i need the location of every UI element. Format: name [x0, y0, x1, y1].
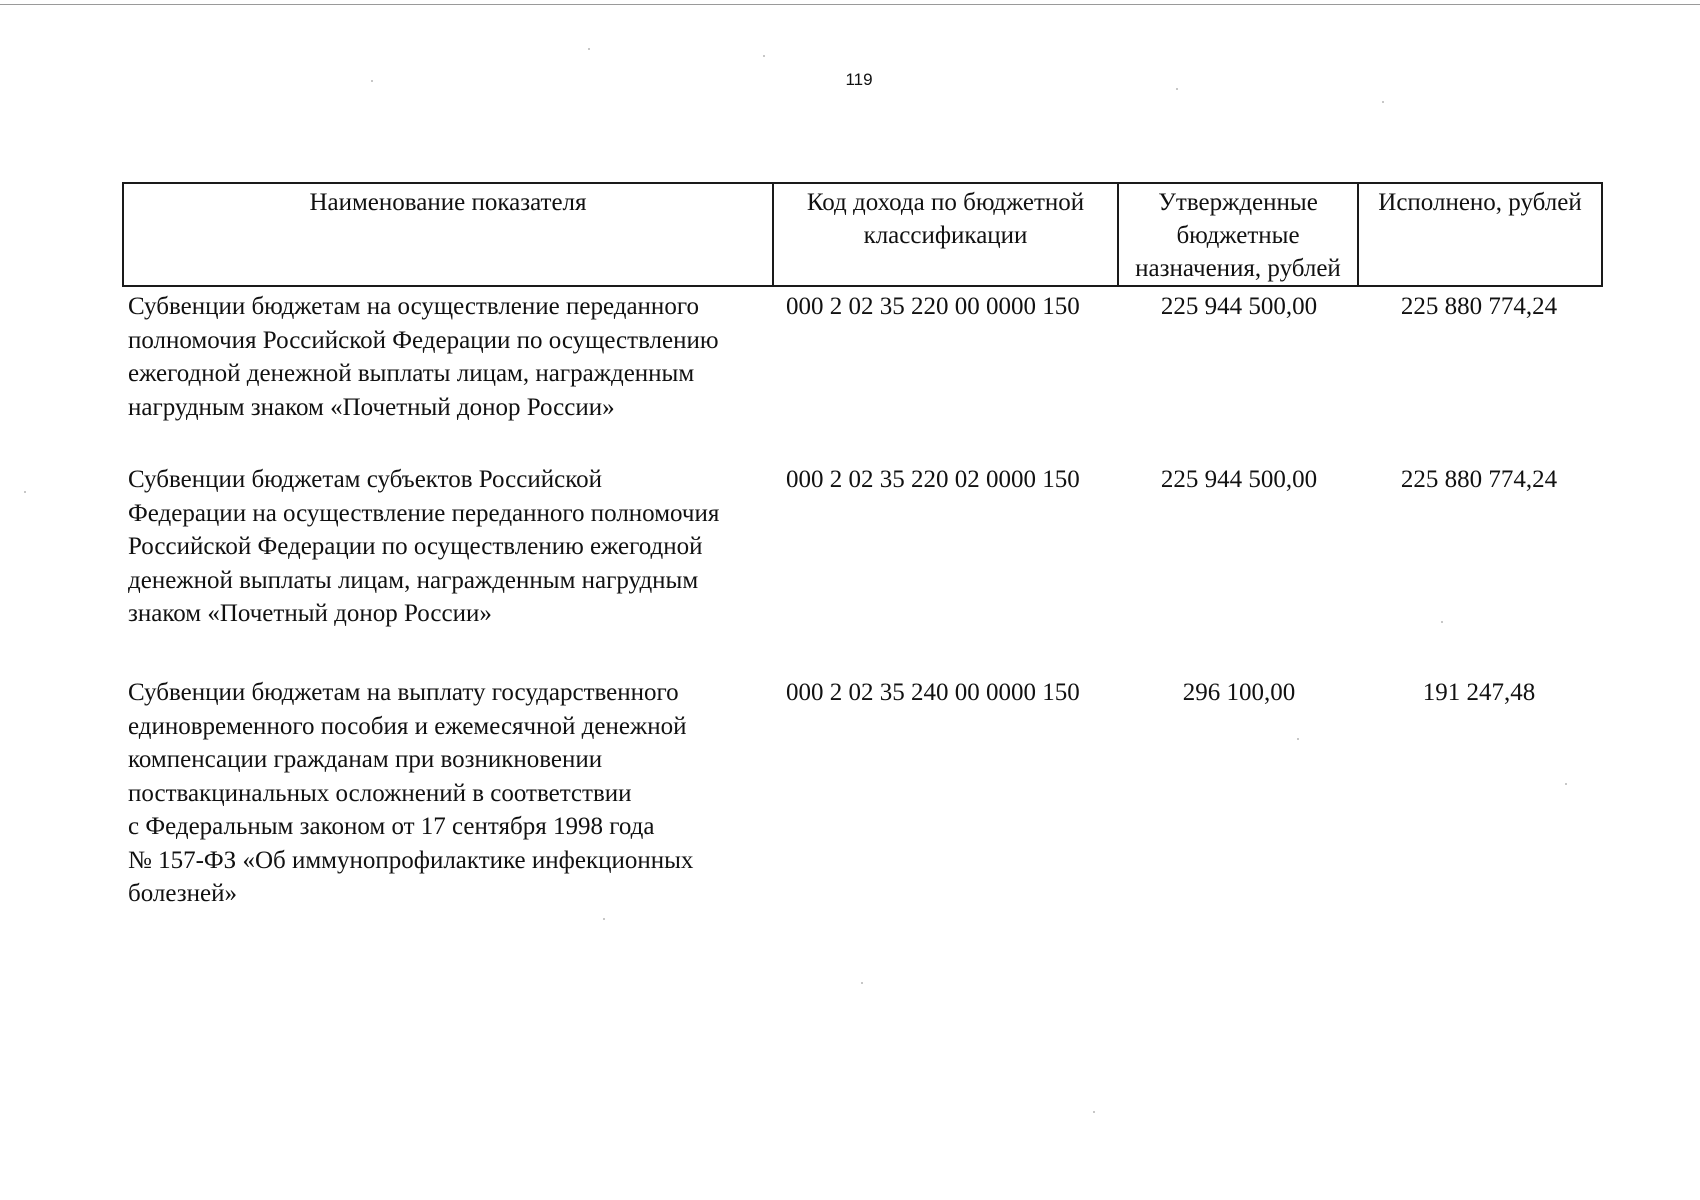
row-code: 000 2 02 35 220 00 0000 150 — [786, 293, 1080, 320]
row-name: Субвенции бюджетам субъектов Российской Федерации на осуществление переданного полномочия Российской Федерации по осуществлению ежегодной денежной выплаты лицам, награжденным нагрудным знаком «Почетный донор России» — [128, 466, 720, 627]
page-top-edge — [0, 4, 1700, 5]
row-done: 225 880 774,24 — [1400, 293, 1558, 320]
row-plan: 225 944 500,00 — [1160, 466, 1318, 493]
scan-speck — [1565, 783, 1567, 785]
row-done: 191 247,48 — [1422, 679, 1536, 706]
scan-speck — [1382, 101, 1384, 103]
row-done: 225 880 774,24 — [1400, 466, 1558, 493]
scan-speck — [1297, 738, 1299, 740]
scan-speck — [24, 491, 26, 493]
header-row — [123, 183, 1602, 286]
table-header — [122, 182, 1603, 287]
row-name: Субвенции бюджетам на осуществление переданного полномочия Российской Федерации по осуществлению ежегодной денежной выплаты лицам, награжденным нагрудным знаком «Почетный донор России» — [128, 293, 719, 421]
scan-speck — [763, 55, 765, 57]
header-code: Код дохода по бюджетной классификации — [773, 183, 1118, 286]
row-code: 000 2 02 35 240 00 0000 150 — [786, 679, 1080, 706]
scan-speck — [1093, 1111, 1095, 1113]
row-code: 000 2 02 35 220 02 0000 150 — [786, 466, 1080, 493]
header-name: Наименование показателя — [123, 183, 773, 286]
scan-speck — [371, 80, 373, 82]
header-done: Исполнено, рублей — [1358, 183, 1602, 286]
page-number: 119 — [845, 70, 873, 89]
scan-speck — [588, 48, 590, 50]
header-plan: Утвержденные бюджетные назначения, рублей — [1118, 183, 1358, 286]
row-plan: 225 944 500,00 — [1160, 293, 1318, 320]
scan-speck — [861, 982, 863, 984]
scan-speck — [603, 918, 605, 920]
row-name: Субвенции бюджетам на выплату государственного единовременного пособия и ежемесячной денежной компенсации гражданам при возникновении поствакцинальных осложнений в соответствии с Федеральным законом от 17 сентября 1998 года № 157-ФЗ «Об иммунопрофилактике инфекционных болезней» — [128, 679, 694, 907]
scan-speck — [1441, 621, 1443, 623]
scan-speck — [1176, 88, 1178, 90]
row-plan: 296 100,00 — [1182, 679, 1296, 706]
